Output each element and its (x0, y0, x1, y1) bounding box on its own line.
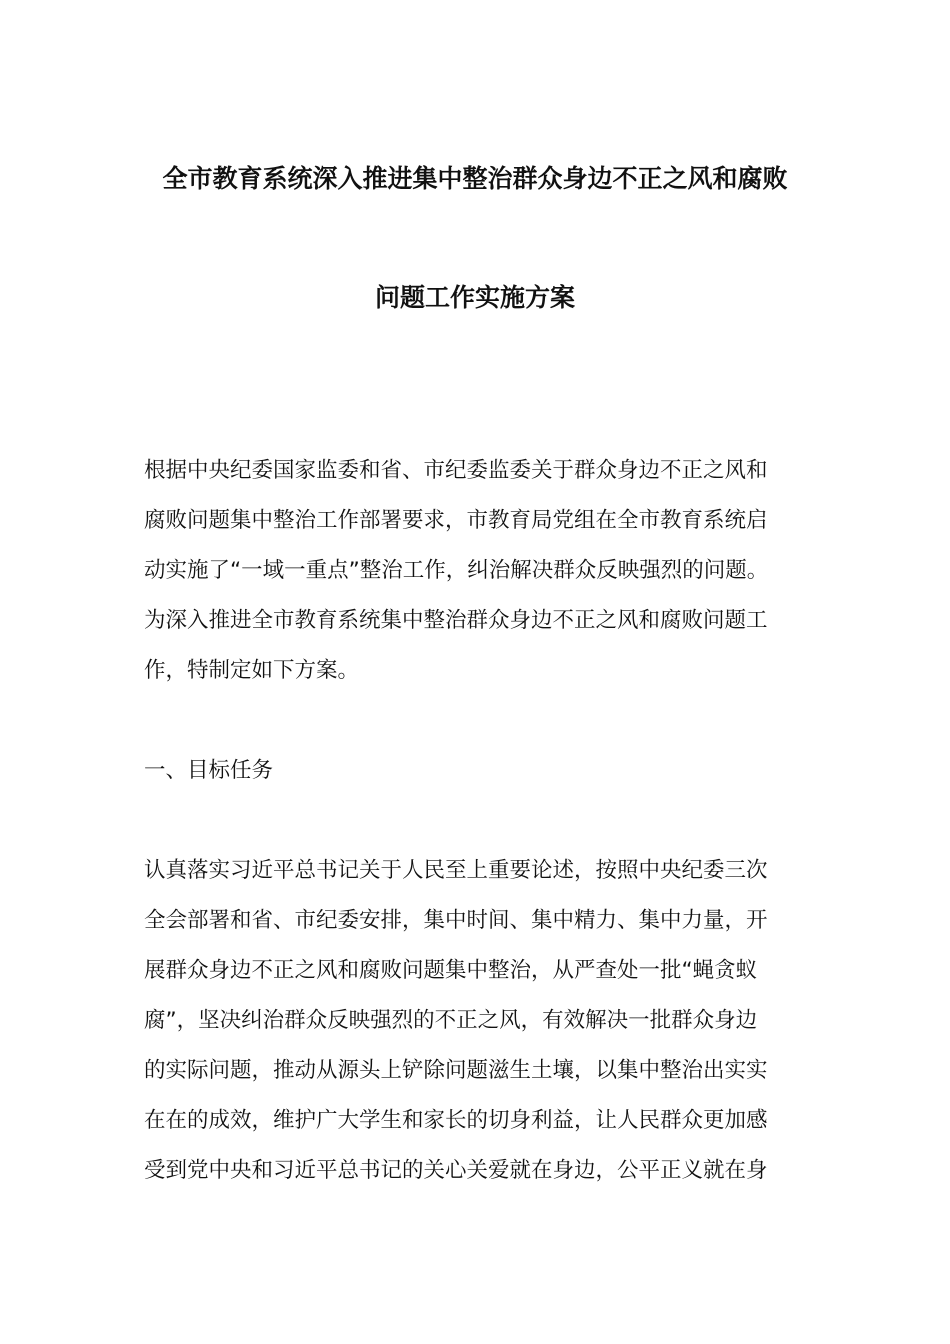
section-body-line: 在在的成效，维护广大学生和家长的切身利益，让人民群众更加感 (144, 1108, 768, 1133)
section-heading: 一、目标任务 (144, 758, 274, 783)
section-body-line: 受到党中央和习近平总书记的关心关爱就在身边，公平正义就在身 (144, 1158, 768, 1183)
section-body-line: 全会部署和省、市纪委安排，集中时间、集中精力、集中力量，开 (144, 908, 768, 933)
intro-line: 腐败问题集中整治工作部署要求，市教育局党组在全市教育系统启 (144, 508, 768, 533)
section-body-line: 认真落实习近平总书记关于人民至上重要论述，按照中央纪委三次 (144, 858, 768, 883)
intro-line: 根据中央纪委国家监委和省、市纪委监委关于群众身边不正之风和 (144, 458, 768, 483)
document-title-line-2: 问题工作实施方案 (374, 283, 575, 312)
intro-line: 作，特制定如下方案。 (144, 658, 360, 683)
section-body-line: 腐”，坚决纠治群众反映强烈的不正之风，有效解决一批群众身边 (144, 1008, 758, 1033)
document-title-line-1: 全市教育系统深入推进集中整治群众身边不正之风和腐败 (162, 164, 788, 193)
intro-line: 动实施了“一域一重点”整治工作，纠治解决群众反映强烈的问题。 (144, 558, 769, 583)
section-body-line: 的实际问题，推动从源头上铲除问题滋生土壤，以集中整治出实实 (144, 1058, 768, 1083)
intro-line: 为深入推进全市教育系统集中整治群众身边不正之风和腐败问题工 (144, 608, 768, 633)
section-body-line: 展群众身边不正之风和腐败问题集中整治，从严查处一批“蝇贪蚁 (144, 958, 758, 983)
